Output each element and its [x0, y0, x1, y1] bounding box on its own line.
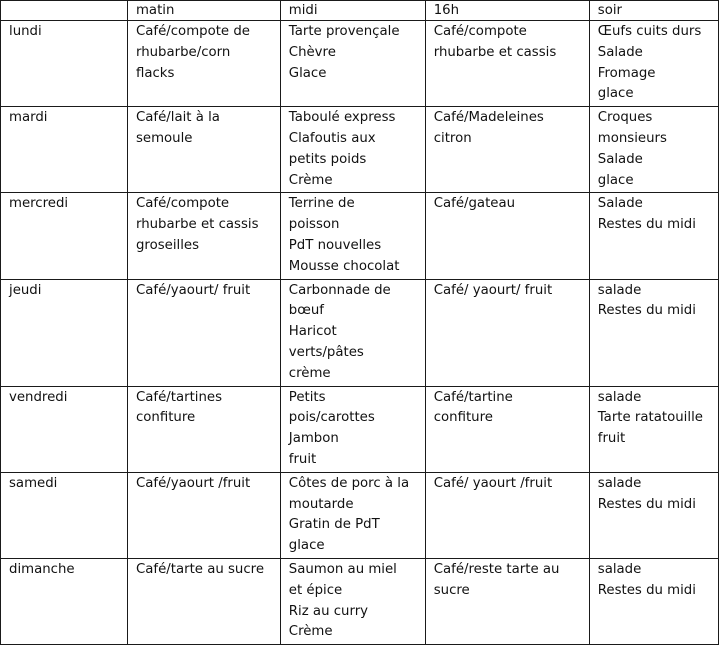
menu-line: Café/tartine — [433, 389, 513, 405]
16h-cell — [425, 386, 589, 472]
day-cell — [1, 193, 128, 279]
midi-cell — [280, 558, 425, 644]
menu-line: et épice — [288, 582, 343, 598]
menu-line: Café/compote — [135, 196, 230, 212]
menu-line: Haricot — [288, 324, 337, 340]
table-row — [1, 558, 719, 644]
midi-cell — [280, 193, 425, 279]
menu-line: flacks — [135, 65, 175, 81]
midi-cell — [280, 21, 425, 107]
matin-cell — [127, 386, 280, 472]
menu-line: Café/reste tarte au — [433, 561, 560, 577]
menu-line: Taboulé express — [288, 110, 396, 126]
menu-line: bœuf — [288, 303, 324, 319]
menu-line: Riz au curry — [288, 603, 369, 619]
menu-line: confiture — [433, 410, 493, 426]
menu-line: Restes du midi — [597, 582, 696, 598]
day-label: vendredi — [9, 389, 68, 405]
menu-line: verts/pâtes — [288, 344, 364, 360]
menu-line: Crème — [288, 624, 333, 640]
menu-line: Salade — [597, 151, 643, 167]
day-cell — [1, 21, 128, 107]
menu-line: Croques — [597, 110, 653, 126]
menu-line: Café/lait à la — [135, 110, 220, 126]
menu-line: confiture — [135, 410, 196, 426]
16h-cell — [425, 472, 589, 558]
menu-line: Tarte ratatouille — [597, 410, 703, 426]
soir-cell — [589, 193, 718, 279]
menu-line: Jambon — [288, 431, 339, 447]
menu-line: glace — [288, 538, 325, 554]
menu-line: Café/yaourt/ fruit — [135, 282, 251, 298]
day-cell — [1, 558, 128, 644]
soir-cell — [589, 386, 718, 472]
menu-line: Fromage — [597, 65, 656, 81]
menu-line: Terrine de — [288, 196, 355, 212]
menu-line: Café/compote de — [135, 24, 250, 39]
menu-line: Café/compote — [433, 24, 527, 39]
matin-cell — [127, 558, 280, 644]
header-day — [1, 1, 128, 21]
menu-line: Salade — [597, 196, 643, 212]
menu-line: Restes du midi — [597, 303, 696, 319]
midi-cell — [280, 279, 425, 386]
menu-line: Café/tarte au sucre — [135, 561, 265, 577]
menu-line: poisson — [288, 217, 340, 233]
menu-line: crème — [288, 365, 331, 381]
day-label: jeudi — [9, 282, 42, 298]
table-row — [1, 386, 719, 472]
midi-cell — [280, 107, 425, 193]
matin-cell — [127, 107, 280, 193]
menu-line: salade — [597, 475, 642, 491]
16h-cell — [425, 21, 589, 107]
header-row — [1, 1, 719, 21]
menu-line: Café/ yaourt /fruit — [433, 475, 553, 491]
menu-line: rhubarbe et cassis — [433, 44, 557, 60]
menu-line: Restes du midi — [597, 217, 696, 233]
day-label: dimanche — [9, 561, 75, 577]
soir-cell — [589, 107, 718, 193]
header-soir: soir — [589, 1, 718, 21]
day-cell — [1, 386, 128, 472]
menu-line: glace — [597, 86, 634, 102]
16h-cell — [425, 107, 589, 193]
menu-line: salade — [597, 282, 642, 298]
menu-line: Côtes de porc à la — [288, 475, 410, 491]
day-cell — [1, 472, 128, 558]
matin-cell — [127, 472, 280, 558]
soir-cell — [589, 558, 718, 644]
header-16h: 16h — [425, 1, 589, 21]
menu-line: salade — [597, 389, 642, 405]
menu-line: petits poids — [288, 151, 367, 167]
menu-line: Œufs cuits durs — [597, 24, 702, 39]
menu-line: Café/ yaourt/ fruit — [433, 282, 553, 298]
menu-line: monsieurs — [597, 130, 667, 146]
menu-line: Crème — [288, 172, 333, 188]
menu-line: Café/tartines — [135, 389, 223, 405]
menu-line: Tarte provençale — [288, 24, 400, 39]
menu-line: Carbonnade de — [288, 282, 391, 298]
menu-line: sucre — [433, 582, 470, 598]
menu-line: PdT nouvelles — [288, 237, 382, 253]
menu-line: fruit — [597, 431, 626, 447]
soir-cell — [589, 279, 718, 386]
menu-line: salade — [597, 561, 642, 577]
16h-cell — [425, 279, 589, 386]
menu-line: semoule — [135, 130, 193, 146]
menu-line: Café/gateau — [433, 196, 516, 212]
menu-line: rhubarbe/corn — [135, 44, 231, 60]
header-matin: matin — [127, 1, 280, 21]
menu-line: rhubarbe et cassis — [135, 217, 259, 233]
matin-cell — [127, 193, 280, 279]
menu-line: Clafoutis aux — [288, 130, 376, 146]
table-row — [1, 107, 719, 193]
midi-cell — [280, 472, 425, 558]
menu-line: Petits — [288, 389, 326, 405]
day-cell — [1, 107, 128, 193]
header-midi: midi — [280, 1, 425, 21]
menu-line: Café/Madeleines — [433, 110, 544, 126]
menu-line: Café/yaourt /fruit — [135, 475, 251, 491]
menu-line: Saumon au miel — [288, 561, 397, 577]
table-row — [1, 21, 719, 107]
menu-line: moutarde — [288, 496, 354, 512]
menu-line: pois/carottes — [288, 410, 375, 426]
16h-cell — [425, 558, 589, 644]
midi-cell — [280, 386, 425, 472]
16h-cell — [425, 193, 589, 279]
day-label: lundi — [9, 24, 42, 39]
table-row — [1, 193, 719, 279]
menu-line: Glace — [288, 65, 327, 81]
table-row — [1, 279, 719, 386]
soir-cell — [589, 21, 718, 107]
soir-cell — [589, 472, 718, 558]
day-label: mardi — [9, 110, 48, 126]
menu-line: Chèvre — [288, 44, 336, 60]
matin-cell — [127, 279, 280, 386]
menu-line: Mousse chocolat — [288, 258, 400, 274]
menu-line: Gratin de PdT — [288, 517, 380, 533]
menu-line: citron — [433, 130, 472, 146]
menu-line: Salade — [597, 44, 643, 60]
menu-line: glace — [597, 172, 634, 188]
matin-cell — [127, 21, 280, 107]
menu-line: groseilles — [135, 237, 200, 253]
day-label: mercredi — [9, 196, 69, 212]
day-label: samedi — [9, 475, 58, 491]
menu-line: Restes du midi — [597, 496, 696, 512]
table-row — [1, 472, 719, 558]
day-cell — [1, 279, 128, 386]
menu-line: fruit — [288, 451, 317, 467]
